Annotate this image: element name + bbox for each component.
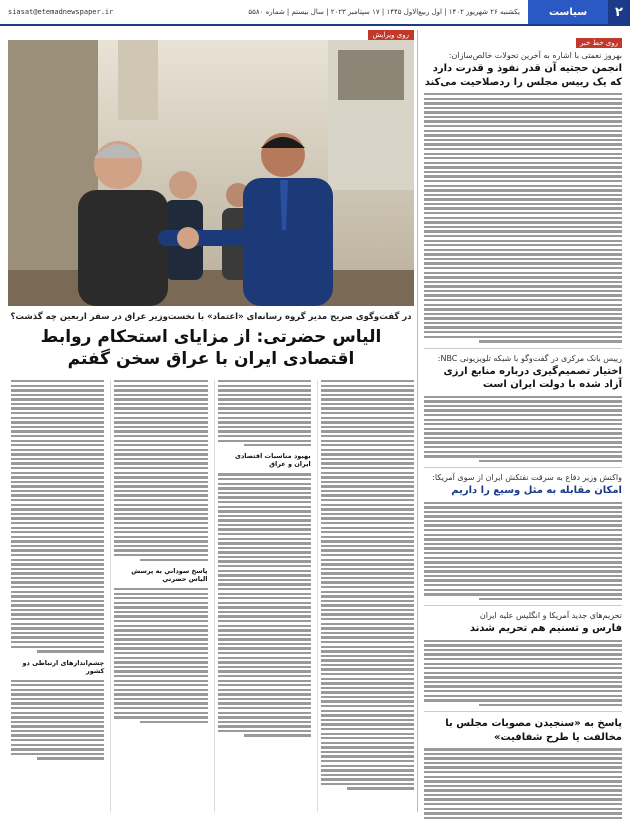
article-text	[114, 380, 207, 561]
article-text	[321, 380, 414, 790]
story-body-text	[424, 396, 622, 462]
website-link[interactable]: siasat@etemadnewspaper.ir	[8, 8, 114, 16]
news-story-3	[424, 473, 622, 606]
article-body	[8, 380, 414, 812]
article-text	[11, 380, 104, 653]
story-subtitle: رییس بانک مرکزی در گفت‌وگو با شبکه تلویزیونی NBC:	[437, 353, 622, 363]
news-story-4	[424, 611, 622, 712]
page-number: ۲	[608, 0, 630, 24]
article-column	[8, 380, 104, 812]
main-story	[8, 30, 414, 812]
story-title: اختیار تصمیم‌گیری درباره منابع ارزی آزاد شده با دولت ایران است	[443, 365, 622, 391]
main-headline: الیاس حضرتی: از مزایای استحکام روابط اقتصادی ایران با عراق سخن گفتم	[40, 327, 382, 370]
crosshead: چشم‌اندازهای ارتباطی دو کشور	[22, 658, 105, 675]
news-column	[417, 30, 622, 812]
story-title: امکان مقابله به مثل وسیع را داریم	[451, 485, 622, 497]
crosshead: بهبود مناسبات اقتصادی ایران و عراق	[235, 452, 311, 469]
story-subtitle: بهروز نعمتی با اشاره به آخرین تحولات خالص‌سازان:	[448, 51, 622, 60]
headline-block	[8, 312, 414, 370]
date-line: یکشنبه ۲۶ شهریور ۱۴۰۲ | اول ربیع‌الاول ۱۴۴۵ | ۱۷ سپتامبر ۲۰۲۳ | سال بیستم | شماره ۵۵۸۰	[248, 8, 520, 16]
news-story-5	[424, 717, 622, 820]
header-meta	[0, 0, 528, 24]
news-story-2	[424, 354, 622, 468]
article-text	[114, 588, 207, 723]
sub-headline: در گفت‌وگوی صریح مدیر گروه رسانه‌ای «اعتماد» با نخست‌وزیر عراق در سفر اربعین چه گذشت؟	[10, 312, 412, 322]
news-story-1	[424, 51, 622, 349]
story-subtitle: واکنش وزیر دفاع به سرقت نفتکش ایران از سوی آمریکا:	[432, 473, 622, 483]
story-body-text	[424, 93, 622, 343]
article-text	[218, 473, 311, 736]
story-title: انجمن حجتیه آن قدر نفوذ و قدرت دارد که یک رییس مجلس را ردصلاحیت می‌کند	[424, 63, 622, 88]
main-kicker: روی ویرایش	[368, 30, 414, 40]
story-title: فارس و تسنیم هم تحریم شدند	[469, 623, 622, 635]
section-label: سیاست	[528, 0, 608, 24]
handshake-photo-illustration	[8, 40, 414, 306]
article-column	[214, 380, 311, 812]
story-body-text	[424, 640, 622, 706]
masthead-bar	[0, 0, 630, 26]
lead-photo	[8, 40, 414, 306]
story-subtitle: تحریم‌های جدید آمریکا و انگلیس علیه ایران	[479, 611, 622, 621]
column-kicker: روی خط خبر	[576, 38, 622, 48]
story-title: پاسخ به «سنجیدن مصوبات مجلس با مخالفت یا طرح شفافیت»	[445, 718, 622, 743]
article-column	[317, 380, 414, 812]
story-body-text	[424, 748, 622, 820]
article-text	[218, 380, 311, 446]
story-body-text	[424, 502, 622, 601]
article-column	[110, 380, 207, 812]
crosshead: پاسخ سوداني به پرسش الياس حضرتي	[131, 566, 208, 583]
article-text	[11, 680, 104, 760]
